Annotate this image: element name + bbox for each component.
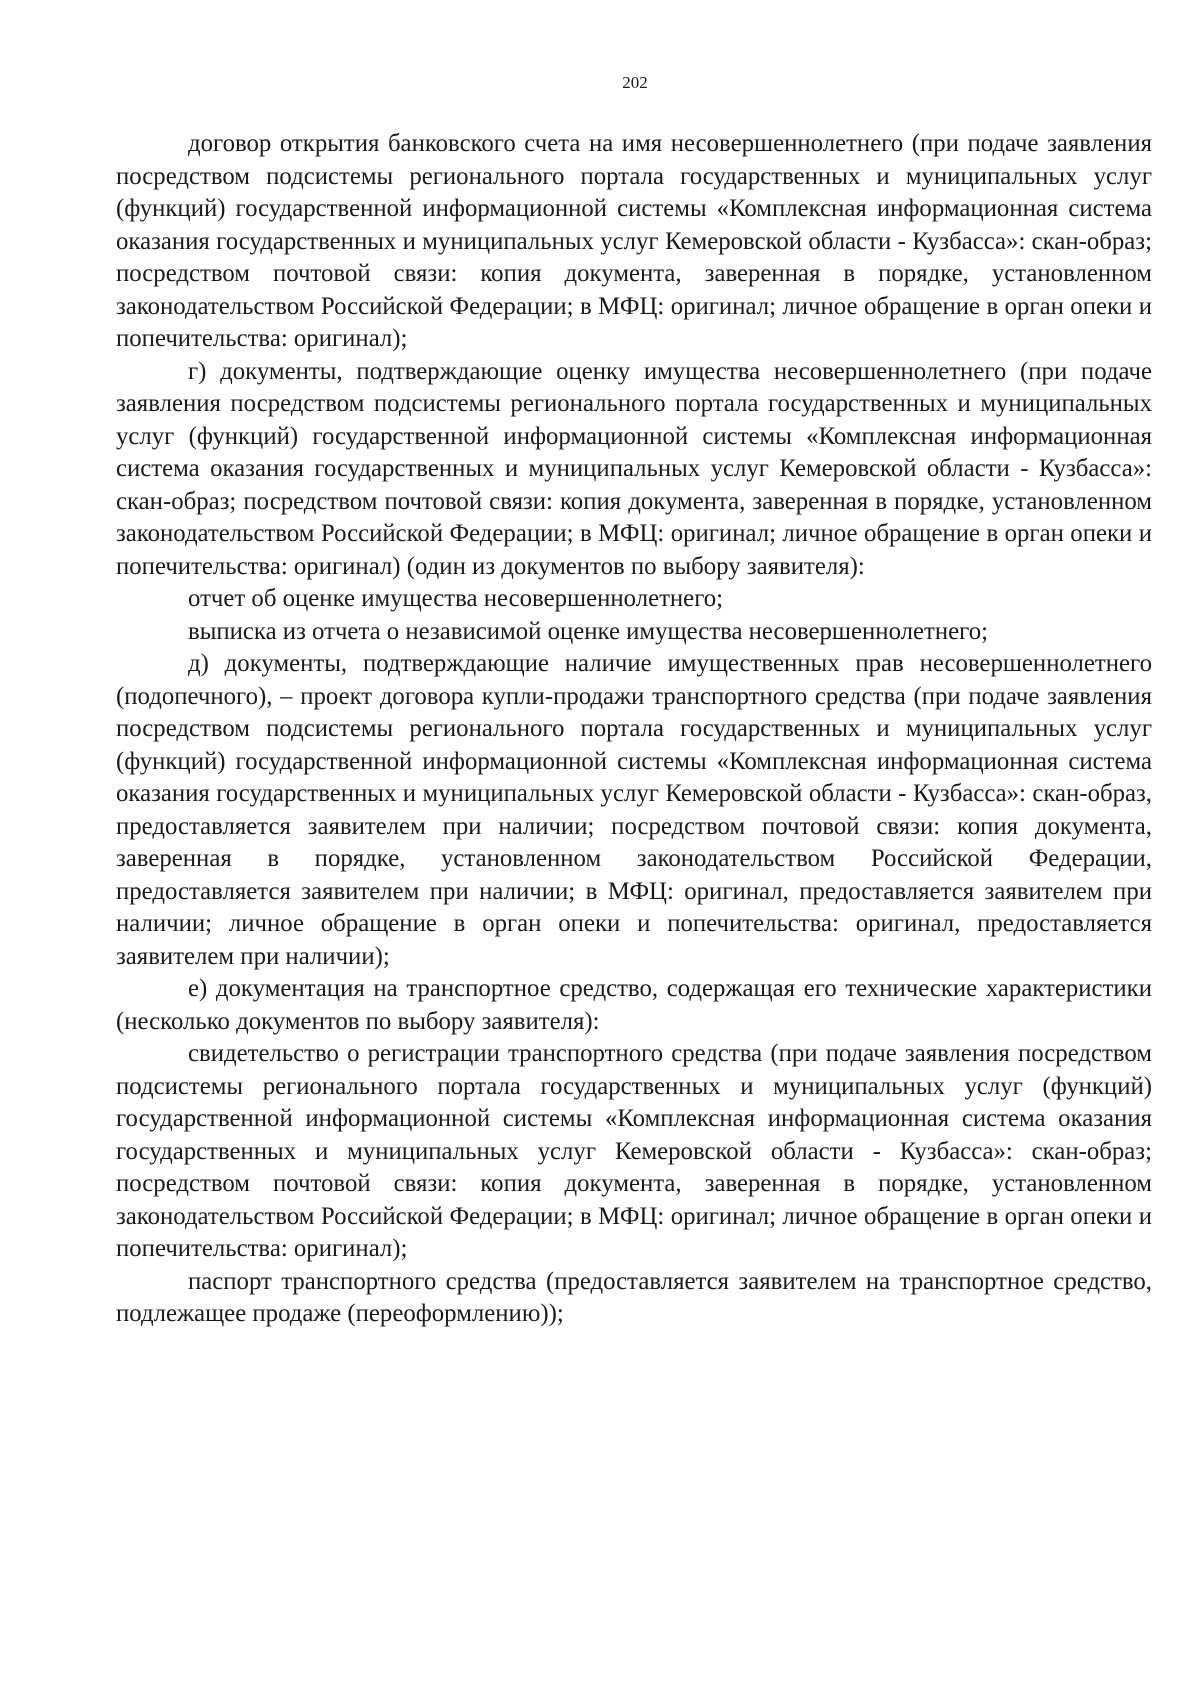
- paragraph-item-g-property-valuation: г) документы, подтверждающие оценку имущества несовершеннолетнего (при подаче заявления посредством подсистемы регионального портала государственных и муниципальных услуг (функций) государственной информационной системы «Комплексная информационная система оказания государственных и муниципальных услуг Кемеровской области - Кузбасса»: скан-образ; посредством почтовой связи: копия документа, заверенная в порядке, установленном законодательством Российской Федерации; в МФЦ: оригинал; личное обращение в орган опеки и попечительства: оригинал) (один из документов по выбору заявителя):: [116, 357, 1152, 580]
- paragraph-valuation-report: отчет об оценке имущества несовершеннолетнего;: [188, 585, 724, 612]
- page-number: 202: [622, 73, 648, 92]
- paragraph-item-e-vehicle-documentation: е) документация на транспортное средство, содержащая его технические характеристики (несколько документов по выбору заявителя):: [116, 975, 1152, 1035]
- document-body: [116, 128, 1152, 1331]
- paragraph-item-d-property-rights: д) документы, подтверждающие наличие имущественных прав несовершеннолетнего (подопечного), – проект договора купли-продажи транспортного средства (при подаче заявления посредством подсистемы регионального портала государственных и муниципальных услуг (функций) государственной информационной системы «Комплексная информационная система оказания государственных и муниципальных услуг Кемеровской области - Кузбасса»: скан-образ, предоставляется заявителем при наличии; посредством почтовой связи: копия документа, заверенная в порядке, установленном законодательством Российской Федерации, предоставляется заявителем при наличии; в МФЦ: оригинал, предоставляется заявителем при наличии; личное обращение в орган опеки и попечительства: оригинал, предоставляется заявителем при наличии);: [116, 650, 1152, 970]
- paragraph-vehicle-passport: паспорт транспортного средства (предоставляется заявителем на транспортное средство, подлежащее продаже (переоформлению));: [116, 1267, 1152, 1327]
- paragraph-vehicle-registration-certificate: свидетельство о регистрации транспортного средства (при подаче заявления посредством подсистемы регионального портала государственных и муниципальных услуг (функций) государственной информационной системы «Комплексная информационная система оказания государственных и муниципальных услуг Кемеровской области - Кузбасса»: скан-образ; посредством почтовой связи: копия документа, заверенная в порядке, установленном законодательством Российской Федерации; в МФЦ: оригинал; личное обращение в орган опеки и попечительства: оригинал);: [116, 1040, 1152, 1262]
- paragraph-bank-account-contract: договор открытия банковского счета на имя несовершеннолетнего (при подаче заявления посредством подсистемы регионального портала государственных и муниципальных услуг (функций) государственной информационной системы «Комплексная информационная система оказания государственных и муниципальных услуг Кемеровской области - Кузбасса»: скан-образ; посредством почтовой связи: копия документа, заверенная в порядке, установленном законодательством Российской Федерации; в МФЦ: оригинал; личное обращение в орган опеки и попечительства: оригинал);: [116, 130, 1152, 352]
- paragraph-valuation-extract: выписка из отчета о независимой оценке имущества несовершеннолетнего;: [188, 617, 988, 645]
